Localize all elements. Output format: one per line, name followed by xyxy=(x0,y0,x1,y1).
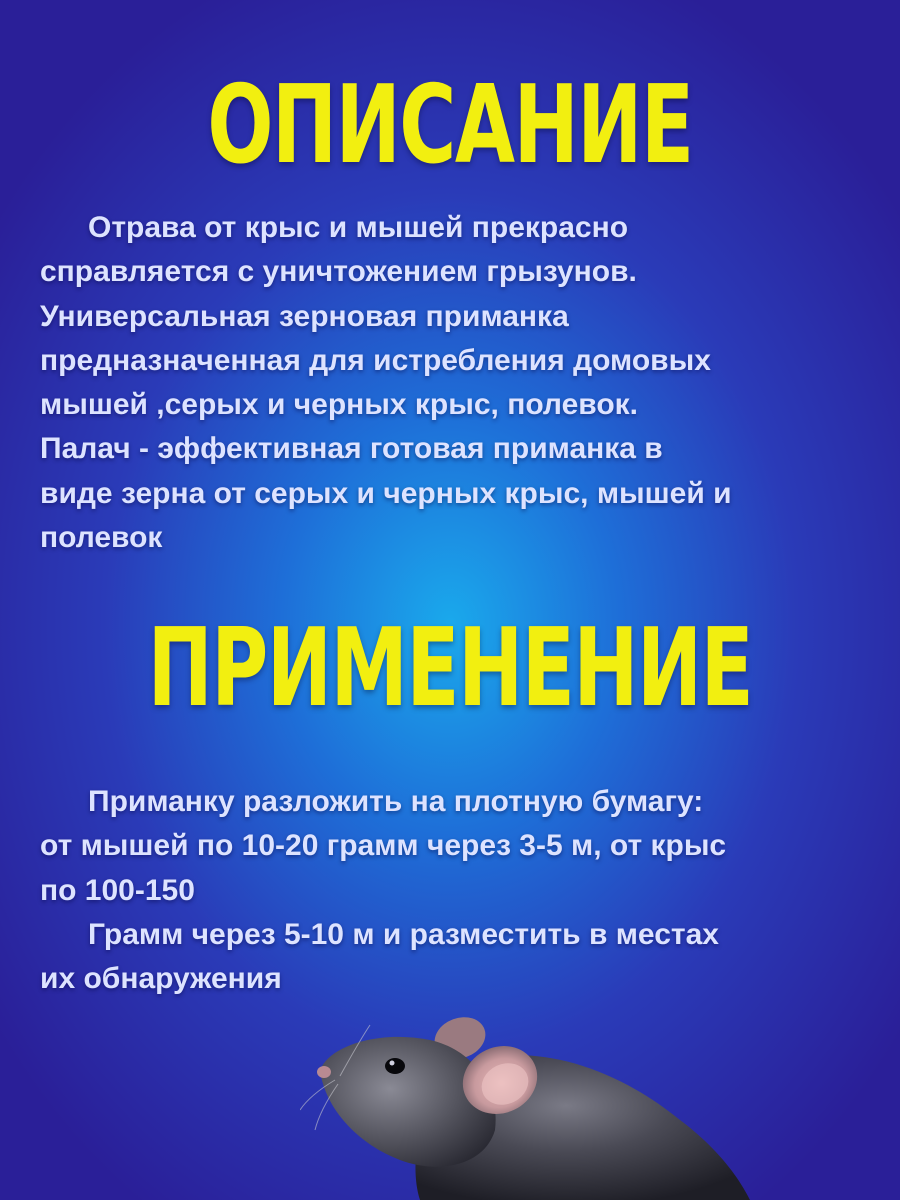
description-line: Палач - эффективная готовая приманка в xyxy=(40,432,663,466)
description-text xyxy=(40,206,880,560)
usage-heading: ПРИМЕНЕНИЕ xyxy=(147,606,753,731)
usage-line: по 100-150 xyxy=(40,873,195,907)
description-line: мышей ,серых и черных крыс, полевок. xyxy=(40,388,638,422)
mouse-image xyxy=(300,1000,900,1200)
usage-line: Приманку разложить на плотную бумагу: xyxy=(88,785,704,818)
usage-text xyxy=(40,780,880,1001)
description-line: Отрава от крыс и мышей прекрасно xyxy=(88,211,629,244)
description-heading: ОПИСАНИЕ xyxy=(207,63,693,188)
description-line: виде зерна от серых и черных крыс, мышей и xyxy=(40,476,732,510)
description-line: Универсальная зерновая приманка xyxy=(40,299,569,333)
usage-line: от мышей по 10-20 грамм через 3-5 м, от крыс xyxy=(40,829,727,863)
description-line: полевок xyxy=(40,521,163,555)
description-line: предназначенная для истребления домовых xyxy=(40,343,711,377)
usage-line: их обнаружения xyxy=(40,962,282,996)
usage-line: Грамм через 5-10 м и разместить в местах xyxy=(88,917,719,951)
description-line: справляется с уничтожением грызунов. xyxy=(40,255,637,289)
